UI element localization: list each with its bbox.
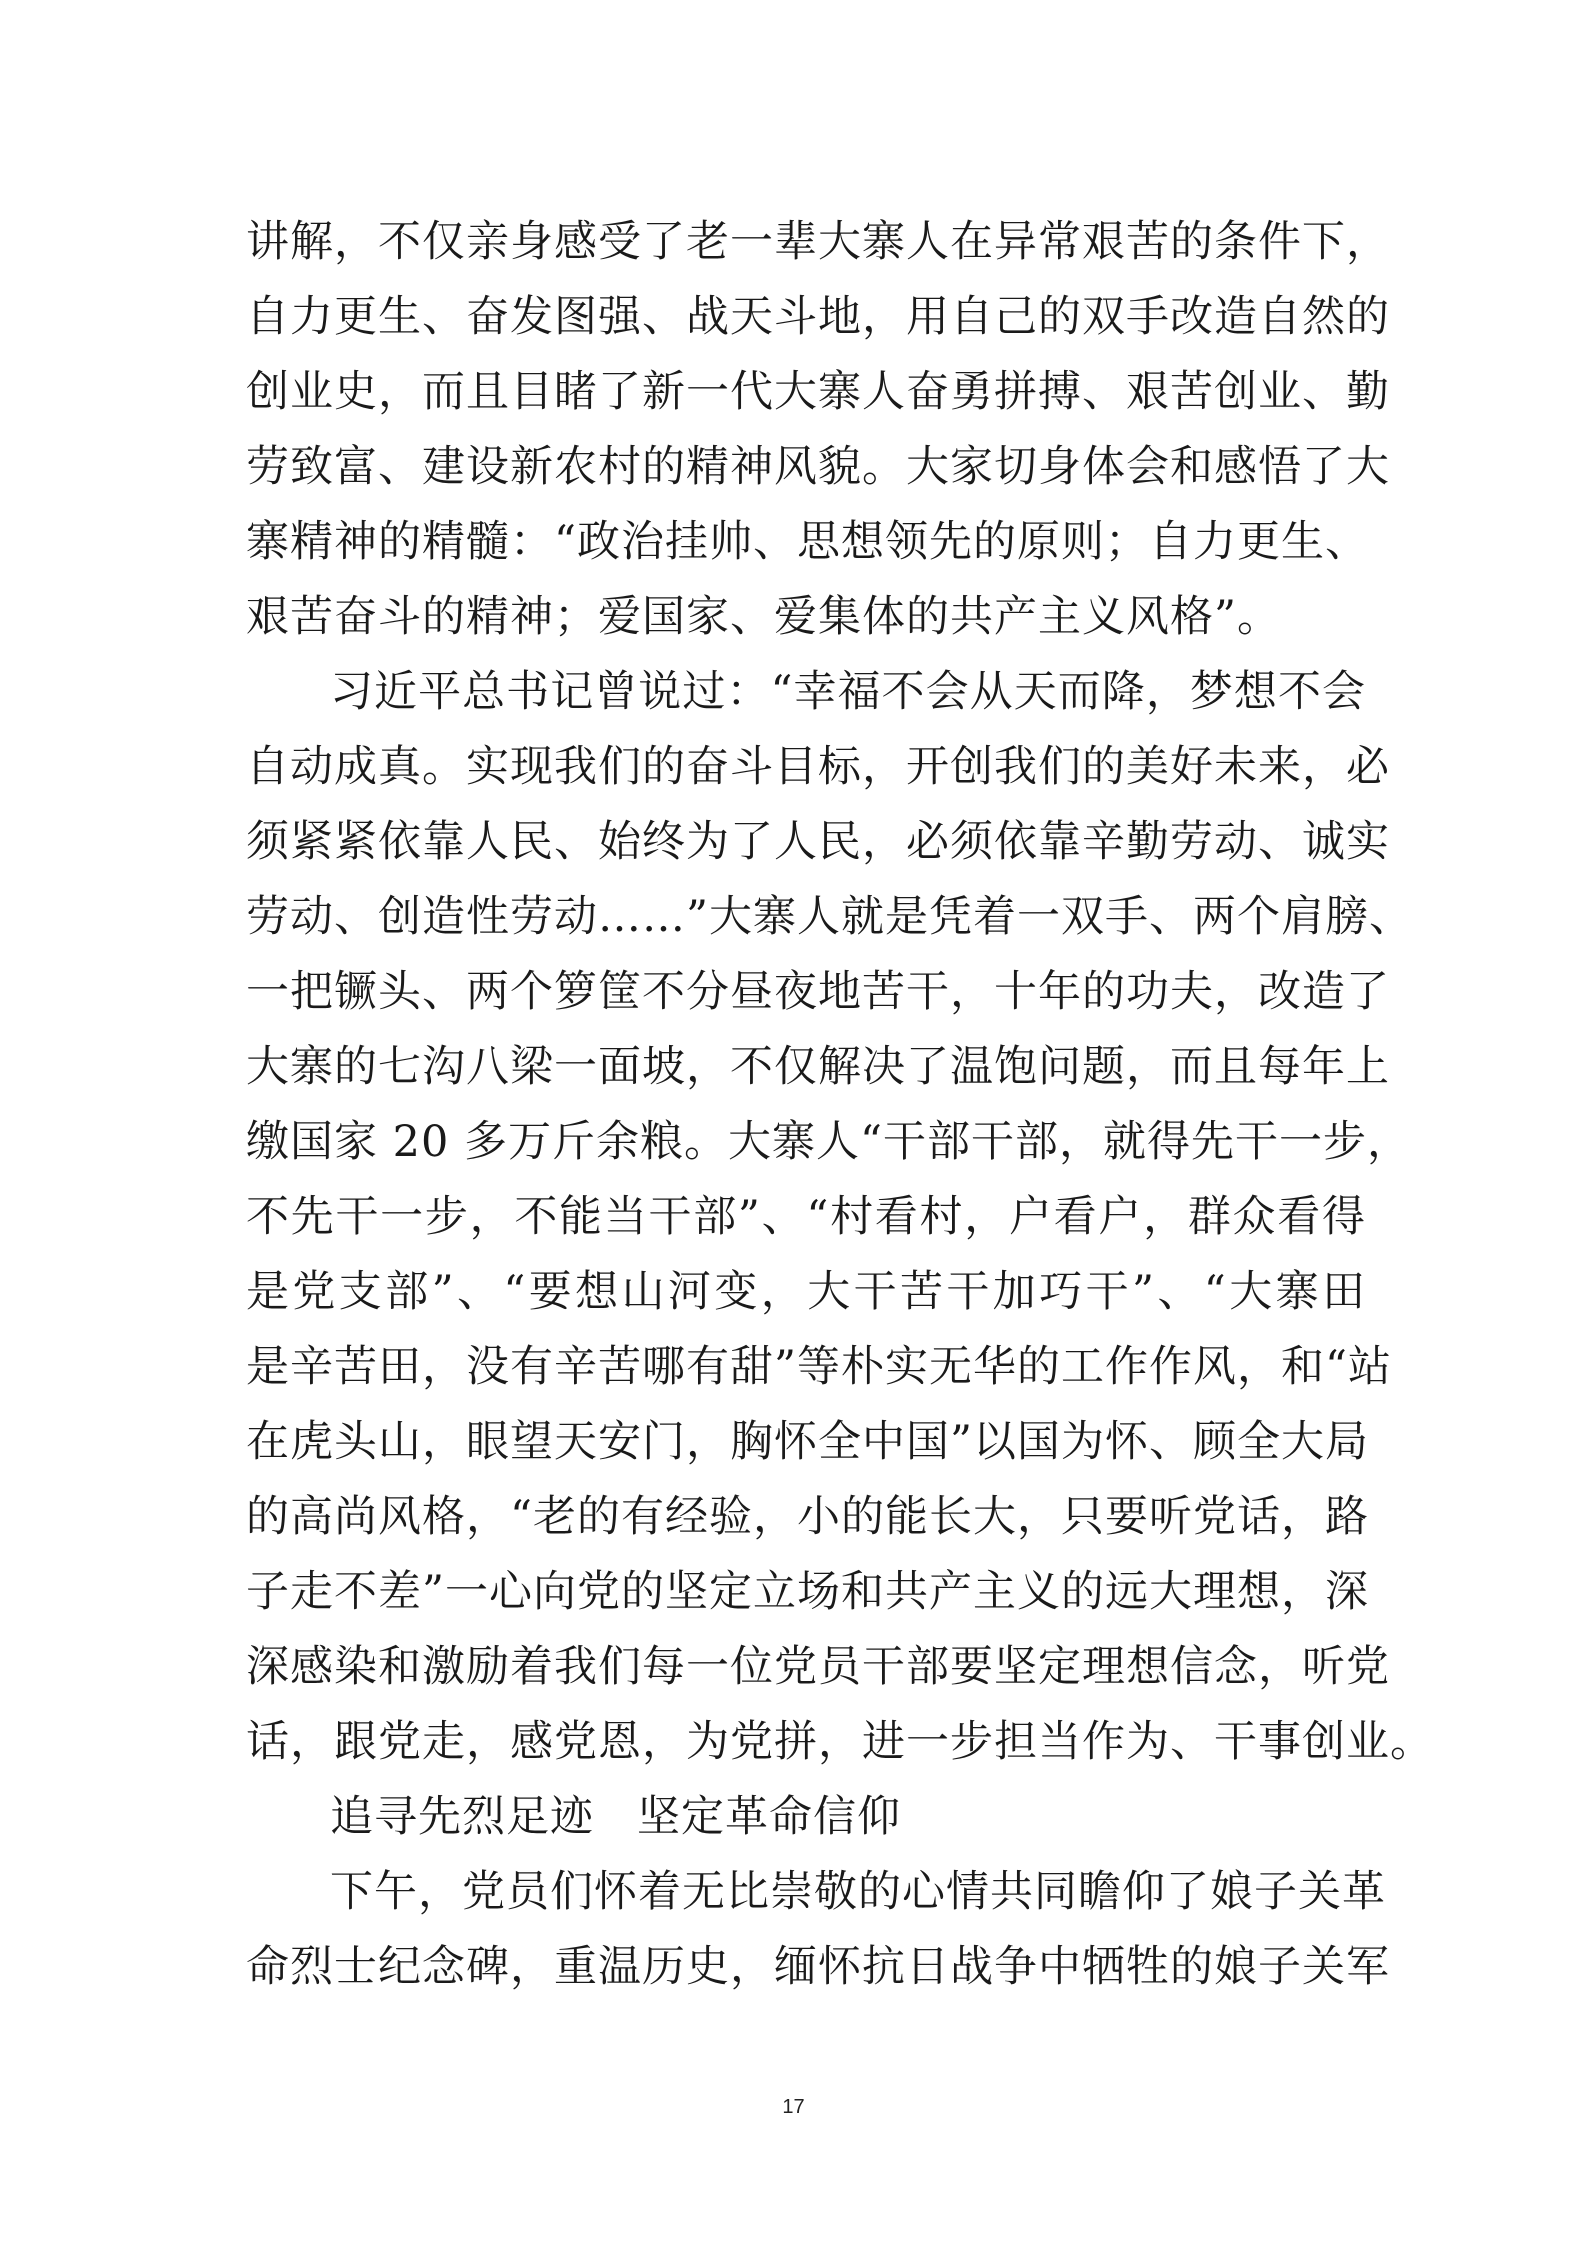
body-text-line: 不先干一步，不能当干部”、“村看村，户看户，群众看得 <box>246 1192 1366 1242</box>
body-text-line: 大寨的七沟八梁一面坡，不仅解决了温饱问题，而且每年上 <box>246 1042 1390 1092</box>
section-heading <box>330 1787 1366 1847</box>
body-text-line: 是党支部”、“要想山河变，大干苦干加巧干”、“大寨田 <box>246 1267 1366 1317</box>
body-text-line: 劳动、创造性劳动……”大寨人就是凭着一双手、两个肩膀、 <box>246 892 1413 942</box>
paragraph-first-line: 习近平总书记曾说过：“幸福不会从天而降，梦想不会 <box>330 667 1366 717</box>
section-heading-part1: 追寻先烈足迹 <box>330 1792 594 1842</box>
paragraph-first-line: 下午，党员们怀着无比崇敬的心情共同瞻仰了娘子关革 <box>330 1867 1386 1917</box>
section-heading-part2: 坚定革命信仰 <box>637 1792 901 1842</box>
body-text-line: 自力更生、奋发图强、战天斗地，用自己的双手改造自然的 <box>246 292 1390 342</box>
body-text-line: 讲解，不仅亲身感受了老一辈大寨人在异常艰苦的条件下， <box>246 217 1390 267</box>
body-text-line: 是辛苦田，没有辛苦哪有甜”等朴实无华的工作作风，和“站 <box>246 1342 1392 1392</box>
body-text-line: 须紧紧依靠人民、始终为了人民，必须依靠辛勤劳动、诚实 <box>246 817 1390 867</box>
body-text-line: 自动成真。实现我们的奋斗目标，开创我们的美好未来，必 <box>246 742 1390 792</box>
body-text-line: 在虎头山，眼望天安门，胸怀全中国”以国为怀、顾全大局 <box>246 1417 1369 1467</box>
body-text-line: 命烈士纪念碑，重温历史，缅怀抗日战争中牺牲的娘子关军 <box>246 1942 1390 1992</box>
body-text-line: 艰苦奋斗的精神；爱国家、爱集体的共产主义风格”。 <box>246 592 1281 642</box>
page-number: 17 <box>782 2096 805 2118</box>
body-text-line: 缴国家 20 多万斤余粮。大寨人“干部干部，就得先干一步， <box>246 1117 1412 1167</box>
body-text-line: 的高尚风格，“老的有经验，小的能长大，只要听党话，路 <box>246 1492 1369 1542</box>
body-text-line: 劳致富、建设新农村的精神风貌。大家切身体会和感悟了大 <box>246 442 1390 492</box>
body-text-line: 深感染和激励着我们每一位党员干部要坚定理想信念，听党 <box>246 1642 1390 1692</box>
body-text-line: 子走不差”一心向党的坚定立场和共产主义的远大理想，深 <box>246 1567 1369 1617</box>
body-text-line: 寨精神的精髓：“政治挂帅、思想领先的原则；自力更生、 <box>246 517 1369 567</box>
body-text-line: 话，跟党走，感党恩，为党拼，进一步担当作为、干事创业。 <box>246 1717 1434 1767</box>
body-text-line: 创业史，而且目睹了新一代大寨人奋勇拼搏、艰苦创业、勤 <box>246 367 1390 417</box>
body-text-line: 一把镢头、两个箩筐不分昼夜地苦干，十年的功夫，改造了 <box>246 967 1390 1017</box>
